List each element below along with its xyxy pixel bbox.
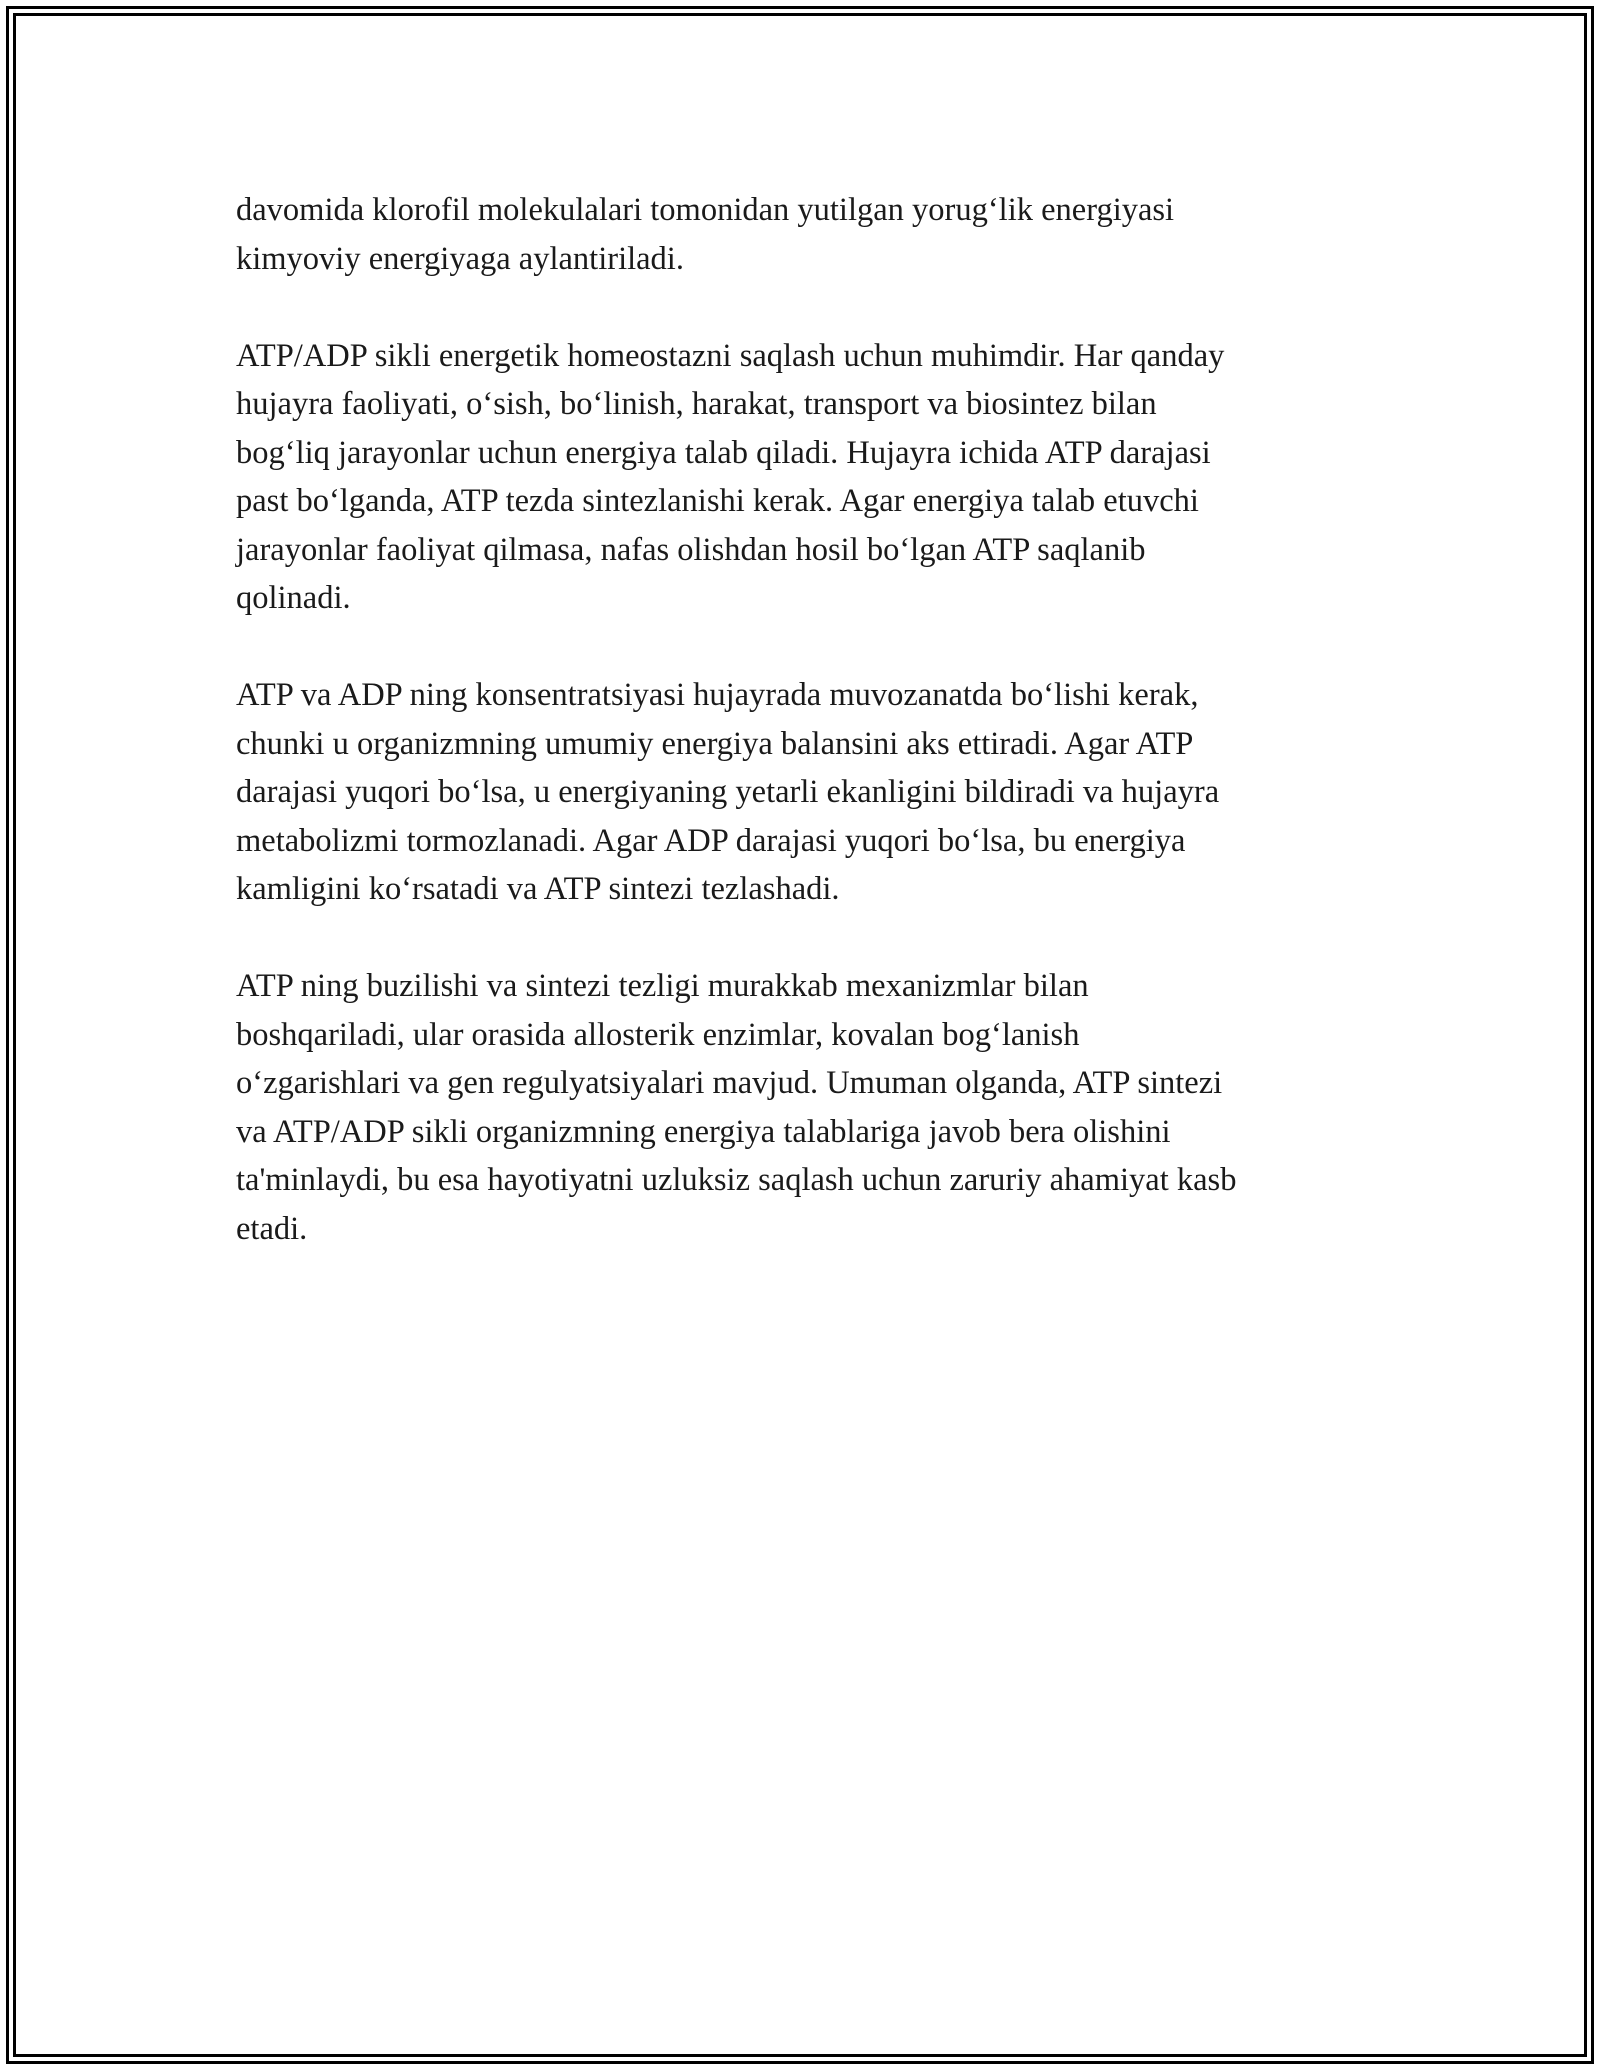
paragraph-atp-adp-balance: ATP va ADP ning konsentratsiyasi hujayrada muvozanatda bo‘lishi kerak, chunki u organizmning umumiy energiya balansini aks ettiradi. Agar ATP darajasi yuqori bo‘lsa, u energiyaning yetarli ekanligini bildiradi va hujayra metabolizmi tormozlanadi. Agar ADP darajasi yuqori bo‘lsa, bu energiya kamligini ko‘rsatadi va ATP sintezi tezlashadi. bbox=[236, 677, 1220, 907]
paragraph-atp-adp-cycle: ATP/ADP sikli energetik homeostazni saqlash uchun muhimdir. Har qanday hujayra faoliyati, o‘sish, bo‘linish, harakat, transport va biosintez bilan bog‘liq jarayonlar uchun energiya talab qiladi. Hujayra ichida ATP darajasi past bo‘lganda, ATP tezda sintezlanishi kerak. Agar energiya talab etuvchi jarayonlar faoliyat qilmasa, nafas olishdan hosil bo‘lgan ATP saqlanib qolinadi. bbox=[236, 337, 1225, 616]
document-body bbox=[236, 186, 1384, 1302]
paragraph-photosynthesis-continuation: davomida klorofil molekulalari tomonidan yutilgan yorug‘lik energiyasi kimyoviy energiyaga aylantiriladi. bbox=[236, 192, 1175, 277]
paragraph-atp-regulation: ATP ning buzilishi va sintezi tezligi murakkab mexanizmlar bilan boshqariladi, ular orasida allosterik enzimlar, kovalan bog‘lanish o‘zgarishlari va gen regulyatsiyalari mavjud. Umuman olganda, ATP sintezi va ATP/ADP sikli organizmning energiya talablariga javob bera olishini ta'minlaydi, bu esa hayotiyatni uzluksiz saqlash uchun zaruriy ahamiyat kasb etadi. bbox=[236, 968, 1237, 1247]
